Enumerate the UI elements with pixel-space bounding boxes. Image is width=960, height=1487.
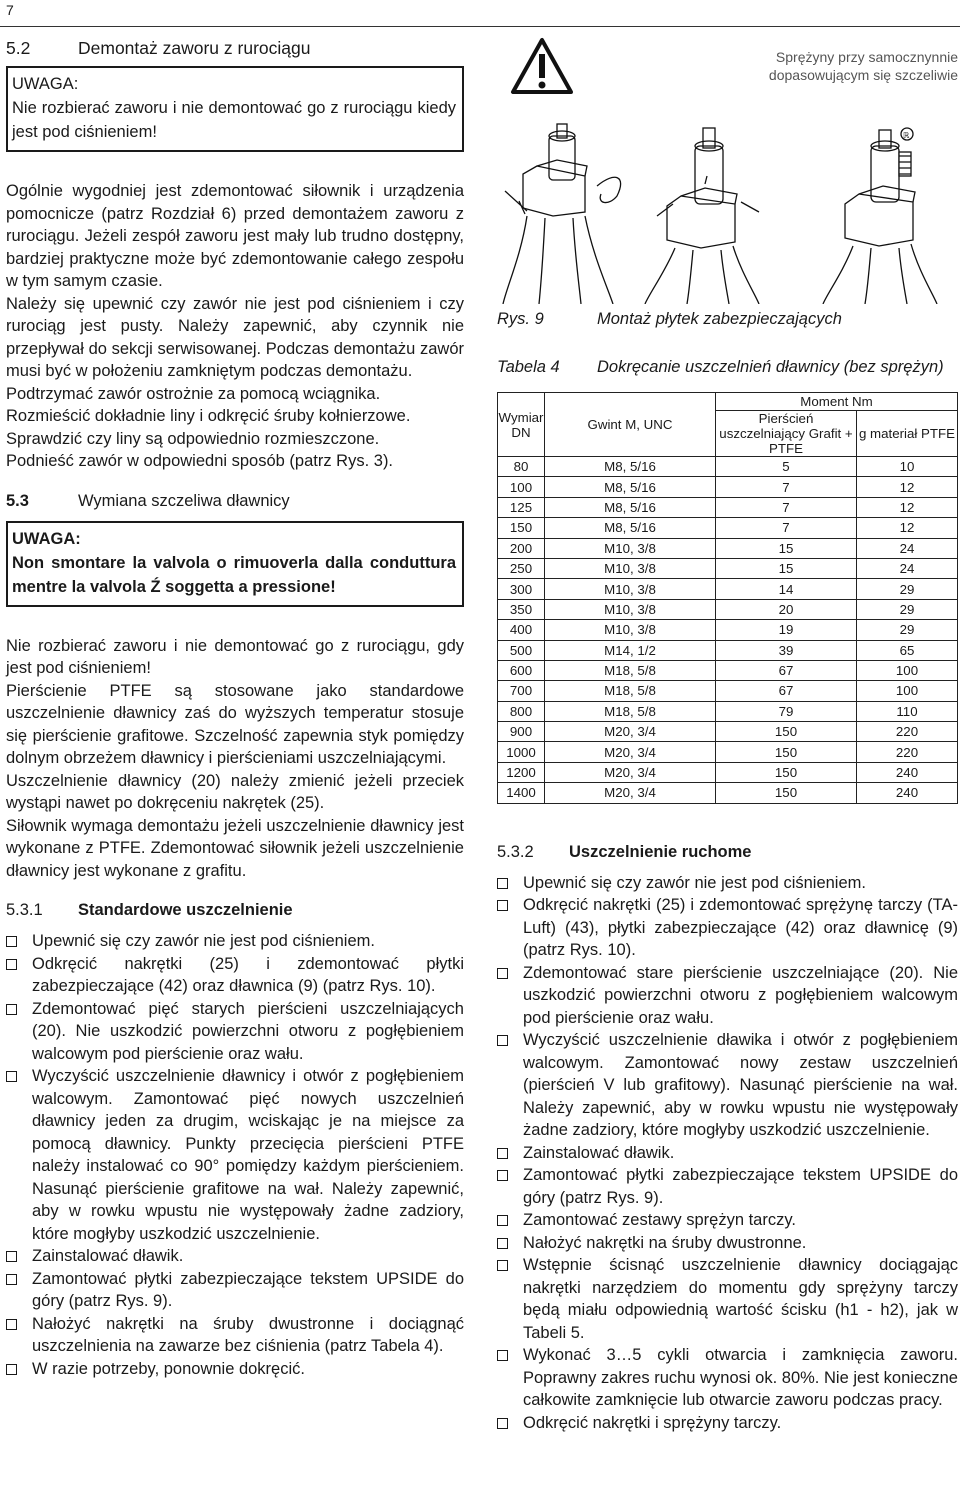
table-row xyxy=(498,660,958,680)
cell-thread: M20, 3/4 xyxy=(545,783,716,803)
cell-thread: M8, 5/16 xyxy=(545,497,716,517)
cell-dn: 700 xyxy=(498,681,545,701)
header-rule xyxy=(0,26,960,27)
cell-dn: 1200 xyxy=(498,762,545,782)
list-item: Wykonać 3…5 cykli otwarcia i zamknięcia zaworu. Poprawny zakres ruchu wynosi ok. 80%. Nie jest konieczne całkowite zamknięcie lub otwarcie zaworu podczas pracy. xyxy=(497,1344,958,1412)
figure-9 xyxy=(497,36,958,304)
table-row xyxy=(498,722,958,742)
table-row xyxy=(498,477,958,497)
cell-thread: M18, 5/8 xyxy=(545,660,716,680)
table-row xyxy=(498,538,958,558)
table-row xyxy=(498,701,958,721)
figure-caption: Rys. 9 Montaż płytek zabezpieczających xyxy=(497,310,842,328)
cell-dn: 300 xyxy=(498,579,545,599)
list-item: Zamontować płytki zabezpieczające tekstem UPSIDE do góry (patrz Rys. 9). xyxy=(497,1164,958,1209)
cell-ptfe: 100 xyxy=(857,681,958,701)
cell-graphite: 14 xyxy=(716,579,857,599)
list-item: Wyczyścić uszczelnienie dławnicy i otwór z pogłębieniem walcowym. Zamontować pięć nowych uszczelnień dławnicy jeden za drugim, wciskając je na miejsce za pomocą dławnicy. Punkty przecięcia pierścieni PTFE należy instalować co 90° pomiędzy każdym pierścieniem. Nasunąć pierścienie grafitowe na wał. Należy zapewnić, aby w rowku wpustu nie występowały żadne zadziory, które mogłyby uszkodzić uszczelnienie. xyxy=(6,1065,464,1245)
table-row xyxy=(498,497,958,517)
list-item: Zdemontować pięć starych pierścieni uszczelniających (20). Nie uszkodzić powierzchni otworu z pogłębieniem walcowym pod pierścienie oraz wału. xyxy=(6,998,464,1066)
table-row xyxy=(498,558,958,578)
section-heading-5-3: 5.3 Wymiana szczeliwa dławnicy xyxy=(6,491,290,510)
cell-thread: M8, 5/16 xyxy=(545,457,716,477)
live-loaded-packing-steps xyxy=(497,872,958,1435)
section-heading-5-3-1: 5.3.1 Standardowe uszczelnienie xyxy=(6,901,293,919)
cell-dn: 1000 xyxy=(498,742,545,762)
cell-thread: M14, 1/2 xyxy=(545,640,716,660)
cell-graphite: 7 xyxy=(716,497,857,517)
cell-graphite: 150 xyxy=(716,722,857,742)
cell-graphite: 20 xyxy=(716,599,857,619)
cell-graphite: 67 xyxy=(716,681,857,701)
cell-graphite: 19 xyxy=(716,620,857,640)
cell-graphite: 15 xyxy=(716,538,857,558)
cell-graphite: 150 xyxy=(716,783,857,803)
paragraph: Ogólnie wygodniej jest zdemontować siłownik i urządzenia pomocnicze (patrz Rozdział 6) przed demontażem zaworu z rurociągu. Jeżeli zespół zaworu jest mały lub trudno dostępny, bardziej praktyczne może być zdemontowanie całego zespołu w tym samym czasie. xyxy=(6,182,464,290)
header-material: g materiał PTFE xyxy=(857,411,958,457)
wymiana-paragraphs xyxy=(6,635,464,883)
cell-ptfe: 220 xyxy=(857,722,958,742)
warning-label: UWAGA: xyxy=(12,75,79,93)
list-item: Zamontować płytki zabezpieczające tekstem UPSIDE do góry (patrz Rys. 9). xyxy=(6,1268,464,1313)
cell-thread: M20, 3/4 xyxy=(545,742,716,762)
paragraph: Rozmieścić dokładnie liny i odkręcić śruby kołnierzowe. xyxy=(6,407,411,425)
list-item: Odkręcić nakrętki (25) i zdemontować płytki zabezpieczające (42) oraz dławnica (9) (patrz Rys. 10). xyxy=(6,953,464,998)
cell-graphite: 5 xyxy=(716,457,857,477)
cell-graphite: 39 xyxy=(716,640,857,660)
cell-dn: 1400 xyxy=(498,783,545,803)
paragraph: Sprawdzić czy liny są odpowiednio rozmieszczone. xyxy=(6,429,380,448)
paragraph: Nie rozbierać zaworu i nie demontować go z rurociągu, gdy jest pod ciśnieniem! xyxy=(6,636,464,677)
cell-ptfe: 29 xyxy=(857,579,958,599)
paragraph: Podtrzymać zawór ostrożnie za pomocą wciągnika. xyxy=(6,384,381,403)
right-column xyxy=(497,36,958,1434)
section-heading-5-3-2: 5.3.2 Uszczelnienie ruchome xyxy=(497,842,752,861)
cell-graphite: 150 xyxy=(716,742,857,762)
list-item: Zainstalować dławik. xyxy=(6,1245,464,1268)
list-item: Zamontować zestawy sprężyn tarczy. xyxy=(497,1209,958,1232)
cell-thread: M18, 5/8 xyxy=(545,701,716,721)
cell-ptfe: 65 xyxy=(857,640,958,660)
paragraph: Należy się upewnić czy zawór nie jest pod ciśnieniem i czy rurociąg jest pusty. Należy zapewnić, aby czynnik nie przepływał do sekcji serwisowanej. Podczas demontażu zawór musi być w położeniu zamkniętym podczas demontażu. xyxy=(6,294,464,380)
cell-graphite: 7 xyxy=(716,518,857,538)
torque-table-body xyxy=(498,457,958,804)
cell-ptfe: 220 xyxy=(857,742,958,762)
cell-ptfe: 12 xyxy=(857,477,958,497)
table-row xyxy=(498,681,958,701)
cell-dn: 500 xyxy=(498,640,545,660)
list-item: Wstępnie ścisnąć uszczelnienie dławnicy dociągając nakrętki narzędziem do momentu gdy sprężyny tarczy będą miału odpowiednią wartość ścisku (h1 - h2), jak w Tabeli 5. xyxy=(497,1254,958,1344)
cell-graphite: 15 xyxy=(716,558,857,578)
cell-dn: 250 xyxy=(498,558,545,578)
header-thread: Gwint M, UNC xyxy=(545,393,716,457)
table-caption: Tabela 4 Dokręcanie uszczelnień dławnicy (bez sprężyn) xyxy=(497,358,944,376)
list-item: Zainstalować dławik. xyxy=(497,1142,958,1165)
list-item: Nałożyć nakrętki na śruby dwustronne i dociągnąć uszczelnienia na zawarze bez ciśnienia (patrz Tabela 4). xyxy=(6,1313,464,1358)
cell-dn: 600 xyxy=(498,660,545,680)
cell-dn: 400 xyxy=(498,620,545,640)
table-row xyxy=(498,762,958,782)
cell-dn: 800 xyxy=(498,701,545,721)
cell-thread: M8, 5/16 xyxy=(545,477,716,497)
table-row xyxy=(498,620,958,640)
cell-ptfe: 10 xyxy=(857,457,958,477)
list-item: Odkręcić nakrętki (25) i zdemontować sprężynę tarczy (TA-Luft) (43), płytki zabezpieczające (42) oraz dławnicę (9) (patrz Rys. 10). xyxy=(497,894,958,962)
cell-dn: 125 xyxy=(498,497,545,517)
cell-graphite: 67 xyxy=(716,660,857,680)
page-number: 7 xyxy=(6,2,14,18)
list-item: W razie potrzeby, ponownie dokręcić. xyxy=(6,1358,464,1381)
paragraph: Siłownik wymaga demontażu jeżeli uszczelnienie dławnicy jest wykonane z PTFE. Zdemontować siłownik jeżeli uszczelnienie dławnicy jest wykonane z grafitu. xyxy=(6,816,464,880)
cell-dn: 200 xyxy=(498,538,545,558)
cell-thread: M8, 5/16 xyxy=(545,518,716,538)
figure-note: Sprężyny przy samocznynnie dopasowującym się szczeliwie xyxy=(768,49,958,83)
cell-dn: 100 xyxy=(498,477,545,497)
section-heading-5-2: 5.2 Demontaż zaworu z rurociągu xyxy=(6,38,311,58)
table-row xyxy=(498,599,958,619)
warning-box-2 xyxy=(6,521,464,607)
cell-ptfe: 110 xyxy=(857,701,958,721)
header-dn: Wymiar DN xyxy=(498,393,545,457)
cell-thread: M20, 3/4 xyxy=(545,762,716,782)
warning-text: Nie rozbierać zaworu i nie demontować go z rurociągu kiedy jest pod ciśnieniem! xyxy=(12,99,456,141)
cell-ptfe: 29 xyxy=(857,599,958,619)
valve-assembly-middle xyxy=(645,128,759,304)
left-column xyxy=(6,36,464,1380)
cell-ptfe: 240 xyxy=(857,762,958,782)
cell-thread: M20, 3/4 xyxy=(545,722,716,742)
list-item: Zdemontować stare pierścienie uszczelniające (20). Nie uszkodzić powierzchni otworu z pogłębieniem walcowym pod pierścienie oraz wału. xyxy=(497,962,958,1030)
demontaz-paragraphs xyxy=(6,180,464,473)
paragraph: Uszczelnienie dławnicy (20) należy zmienić jeżeli przeciek wystąpi nawet po dokręceniu nakrętek (25). xyxy=(6,771,464,812)
cell-ptfe: 240 xyxy=(857,783,958,803)
table-row xyxy=(498,579,958,599)
warning-text: Non smontare la valvola o rimuoverla dalla conduttura mentre la valvola Ź soggetta a pressione! xyxy=(12,553,456,596)
cell-thread: M18, 5/8 xyxy=(545,681,716,701)
warning-box xyxy=(6,66,464,152)
table-row xyxy=(498,640,958,660)
header-graphite: Pierścień uszczelniający Grafit + PTFE xyxy=(716,411,857,457)
cell-dn: 350 xyxy=(498,599,545,619)
list-item: Wyczyścić uszczelnienie dławika i otwór z pogłębieniem walcowym. Zamontować nowy zestaw uszczelnień (pierścień V lub grafitowy). Nasunąć pierścienie na wał. Należy zapewnić, aby w rowku wpustu nie występowały żadne zadziory, które mogłyby uszkodzić uszczelnienie. xyxy=(497,1029,958,1142)
cell-ptfe: 29 xyxy=(857,620,958,640)
table-row xyxy=(498,742,958,762)
cell-graphite: 150 xyxy=(716,762,857,782)
cell-graphite: 79 xyxy=(716,701,857,721)
cell-ptfe: 24 xyxy=(857,558,958,578)
cell-thread: M10, 3/8 xyxy=(545,558,716,578)
warning-label: UWAGA: xyxy=(12,529,81,548)
svg-text:ℝ: ℝ xyxy=(903,131,910,140)
list-item: Odkręcić nakrętki i sprężyny tarczy. xyxy=(497,1412,958,1435)
list-item: Upewnić się czy zawór nie jest pod ciśnieniem. xyxy=(6,930,464,953)
list-item: Nałożyć nakrętki na śruby dwustronne. xyxy=(497,1232,958,1255)
valve-assembly-left xyxy=(503,124,621,304)
warning-triangle-icon xyxy=(513,40,571,92)
table-row xyxy=(498,457,958,477)
cell-thread: M10, 3/8 xyxy=(545,538,716,558)
cell-thread: M10, 3/8 xyxy=(545,579,716,599)
paragraph: Podnieść zawór w odpowiedni sposób (patrz Rys. 3). xyxy=(6,452,394,470)
torque-table xyxy=(497,392,958,804)
cell-dn: 80 xyxy=(498,457,545,477)
cell-thread: M10, 3/8 xyxy=(545,620,716,640)
cell-dn: 150 xyxy=(498,518,545,538)
table-row xyxy=(498,518,958,538)
cell-thread: M10, 3/8 xyxy=(545,599,716,619)
cell-ptfe: 12 xyxy=(857,497,958,517)
header-moment: Moment Nm xyxy=(716,393,958,411)
cell-ptfe: 12 xyxy=(857,518,958,538)
paragraph: Pierścienie PTFE są stosowane jako standardowe uszczelnienie dławnicy zaś do wyższych temperatur stosuje się pierścienie grafitowe. Szczelność zapewnia styk pomiędzy dolnym obrzeżem dławnicy i pierścieniami uszczelniającymi. xyxy=(6,681,464,767)
cell-ptfe: 24 xyxy=(857,538,958,558)
list-item: Upewnić się czy zawór nie jest pod ciśnieniem. xyxy=(497,872,958,895)
standard-packing-steps xyxy=(6,930,464,1380)
table-row xyxy=(498,783,958,803)
cell-ptfe: 100 xyxy=(857,660,958,680)
cell-graphite: 7 xyxy=(716,477,857,497)
cell-dn: 900 xyxy=(498,722,545,742)
valve-assembly-right xyxy=(823,128,937,304)
